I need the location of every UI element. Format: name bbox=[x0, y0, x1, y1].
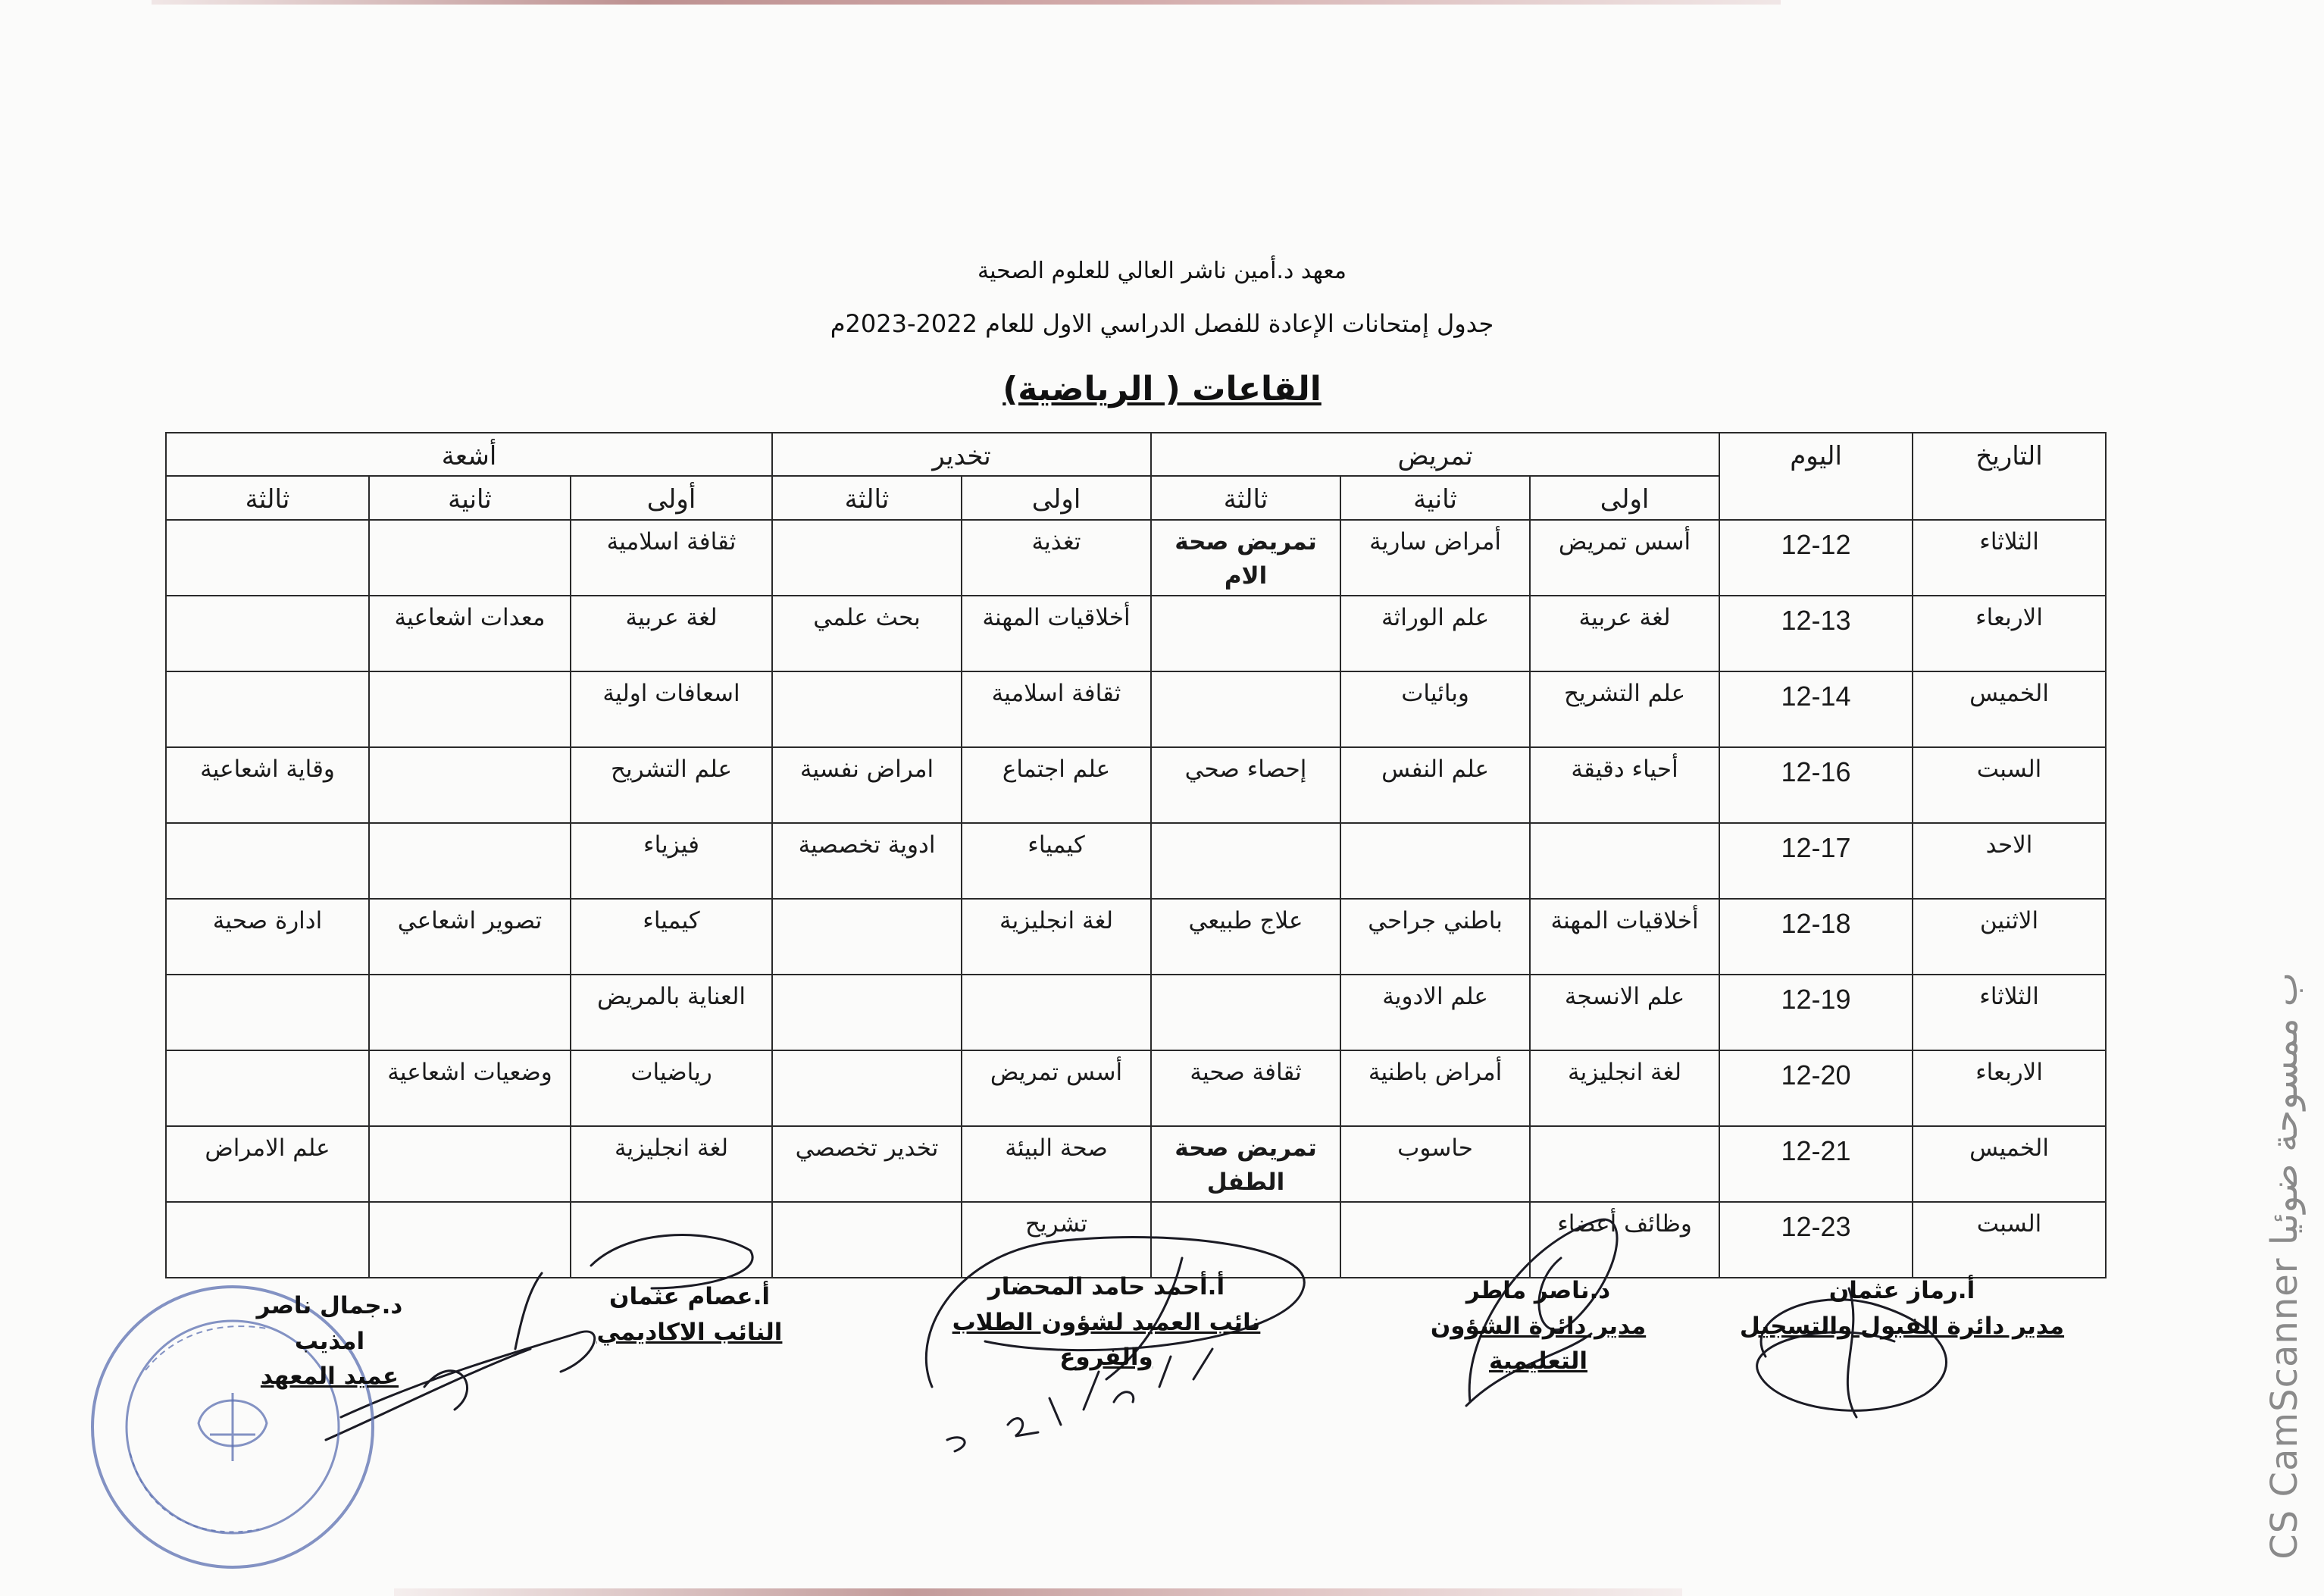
day-cell: الثلاثاء bbox=[1913, 975, 2106, 1050]
scanner-watermark bbox=[2262, 955, 2307, 1576]
signature-block-dean bbox=[220, 1288, 439, 1394]
subject-cell: معدات اشعاعية bbox=[369, 596, 571, 671]
subject-cell: تمريض صحة الطفل bbox=[1151, 1126, 1340, 1202]
subject-cell: أسس تمريض bbox=[1530, 520, 1719, 596]
subject-cell: وقاية اشعاعية bbox=[166, 747, 369, 823]
date-cell: 12-23 bbox=[1719, 1202, 1913, 1278]
day-cell: الاربعاء bbox=[1913, 1050, 2106, 1126]
subject-cell: علم اجتماع bbox=[962, 747, 1151, 823]
date-cell: 12-16 bbox=[1719, 747, 1913, 823]
subject-cell: علم التشريح bbox=[1530, 671, 1719, 747]
subject-cell: لغة انجليزية bbox=[962, 899, 1151, 975]
date-cell: 12-21 bbox=[1719, 1126, 1913, 1202]
section-title: القاعات ( الرياضية) bbox=[1002, 370, 1322, 408]
subject-cell: إحصاء صحي bbox=[1151, 747, 1340, 823]
subject-cell: لغة انجليزية bbox=[571, 1126, 772, 1202]
subject-cell: كيمياء bbox=[962, 823, 1151, 899]
day-cell: الاثنين bbox=[1913, 899, 2106, 975]
day-column-header: اليوم bbox=[1719, 433, 1913, 520]
day-cell: الاربعاء bbox=[1913, 596, 2106, 671]
subject-cell: ثقافة اسلامية bbox=[571, 520, 772, 596]
day-cell: السبت bbox=[1913, 1202, 2106, 1278]
subject-cell: وضعيات اشعاعية bbox=[369, 1050, 571, 1126]
date-cell: 12-12 bbox=[1719, 520, 1913, 596]
signatory-title: عميد المعهد bbox=[260, 1363, 399, 1390]
subject-cell: لغة عربية bbox=[571, 596, 772, 671]
date-cell: 12-13 bbox=[1719, 596, 1913, 671]
day-cell: الاحد bbox=[1913, 823, 2106, 899]
year-header: اولى bbox=[1530, 476, 1719, 519]
subject-cell: ثقافة صحية bbox=[1151, 1050, 1340, 1126]
subject-cell: باطني جراحي bbox=[1340, 899, 1530, 975]
date-cell: 12-19 bbox=[1719, 975, 1913, 1050]
subject-cell: علم الوراثة bbox=[1340, 596, 1530, 671]
subject-cell: امراض نفسية bbox=[772, 747, 962, 823]
institute-name: معهد د.أمين ناشر العالي للعلوم الصحية bbox=[977, 258, 1347, 284]
scanner-watermark-text: CS CamScanner ب ممسوحة ضوئيا bbox=[2263, 972, 2306, 1560]
subject-cell: تصوير اشعاعي bbox=[369, 899, 571, 975]
subject-cell: تشريح bbox=[962, 1202, 1151, 1278]
subject-cell: بحث علمي bbox=[772, 596, 962, 671]
subject-cell: رياضيات bbox=[571, 1050, 772, 1126]
day-cell: الثلاثاء bbox=[1913, 520, 2106, 596]
date-cell: 12-14 bbox=[1719, 671, 1913, 747]
subject-cell: لغة عربية bbox=[1530, 596, 1719, 671]
subject-cell: وظائف أعضاء bbox=[1530, 1202, 1719, 1278]
signatory-title: مدير دائرة القبول والتسجيل bbox=[1739, 1312, 2065, 1340]
signatory-name: أ.رماز عثمان bbox=[1828, 1277, 1975, 1304]
subject-cell: علم التشريح bbox=[571, 747, 772, 823]
day-cell: الخميس bbox=[1913, 671, 2106, 747]
subject-cell: اسعافات اولية bbox=[571, 671, 772, 747]
subject-cell: علم الامراض bbox=[166, 1126, 369, 1202]
subject-cell: حاسوب bbox=[1340, 1126, 1530, 1202]
subject-cell: أمراض سارية bbox=[1340, 520, 1530, 596]
subject-cell: ادارة صحية bbox=[166, 899, 369, 975]
subject-cell: العناية بالمريض bbox=[571, 975, 772, 1050]
signatory-name: أ.عصام عثمان bbox=[609, 1283, 770, 1310]
group-header-radiology: أشعة bbox=[166, 433, 772, 476]
subject-cell: علم الانسجة bbox=[1530, 975, 1719, 1050]
signature-block-education bbox=[1379, 1273, 1697, 1379]
group-header-anesthesia: تخدير bbox=[772, 433, 1151, 476]
subject-cell: تخدير تخصصي bbox=[772, 1126, 962, 1202]
year-header: أولى bbox=[571, 476, 772, 519]
signatory-name: د.جمال ناصر امذيب bbox=[256, 1292, 403, 1355]
date-cell: 12-18 bbox=[1719, 899, 1913, 975]
year-header: ثالثة bbox=[772, 476, 962, 519]
year-header: اولى bbox=[962, 476, 1151, 519]
subject-cell: ادوية تخصصية bbox=[772, 823, 962, 899]
subject-cell: علم النفس bbox=[1340, 747, 1530, 823]
group-header-nursing: تمريض bbox=[1151, 433, 1719, 476]
signatory-title: مدير دائرة الشؤون التعليمية bbox=[1430, 1312, 1647, 1375]
subject-cell: أحياء دقيقة bbox=[1530, 747, 1719, 823]
subject-cell: أسس تمريض bbox=[962, 1050, 1151, 1126]
signatory-title: نائب العميد لشؤون الطلاب والفروع bbox=[952, 1308, 1261, 1371]
subject-cell: أخلاقيات المهنة bbox=[962, 596, 1151, 671]
date-cell: 12-17 bbox=[1719, 823, 1913, 899]
subject-cell: أمراض باطنية bbox=[1340, 1050, 1530, 1126]
day-cell: الخميس bbox=[1913, 1126, 2106, 1202]
signatory-title: النائب الاكاديمي bbox=[596, 1318, 783, 1346]
date-cell: 12-20 bbox=[1719, 1050, 1913, 1126]
signature-block-student-affairs bbox=[909, 1269, 1303, 1375]
year-header: ثانية bbox=[369, 476, 571, 519]
document-subtitle: جدول إمتحانات الإعادة للفصل الدراسي الاول للعام 2022-2023م bbox=[830, 309, 1494, 338]
subject-cell: فيزياء bbox=[571, 823, 772, 899]
subject-cell: ثقافة اسلامية bbox=[962, 671, 1151, 747]
subject-cell: علاج طبيعي bbox=[1151, 899, 1340, 975]
signatory-name: د.ناصر ماطر bbox=[1465, 1277, 1611, 1304]
subject-cell: صحة البيئة bbox=[962, 1126, 1151, 1202]
subject-cell: أخلاقيات المهنة bbox=[1530, 899, 1719, 975]
signatory-name: أ.أحمد حامد المحضار bbox=[987, 1273, 1225, 1300]
year-header: ثالثة bbox=[1151, 476, 1340, 519]
signature-block-admissions bbox=[1735, 1273, 2069, 1344]
subject-cell: تغذية bbox=[962, 520, 1151, 596]
day-cell: السبت bbox=[1913, 747, 2106, 823]
subject-cell: علم الادوية bbox=[1340, 975, 1530, 1050]
year-header: ثانية bbox=[1340, 476, 1530, 519]
subject-cell: تمريض صحة الام bbox=[1151, 520, 1340, 596]
subject-cell: لغة انجليزية bbox=[1530, 1050, 1719, 1126]
year-header: ثالثة bbox=[166, 476, 369, 519]
signature-block-academic-deputy bbox=[591, 1279, 788, 1350]
subject-cell: كيمياء bbox=[571, 899, 772, 975]
subject-cell: وبائيات bbox=[1340, 671, 1530, 747]
date-column-header: التاريخ bbox=[1913, 433, 2106, 520]
